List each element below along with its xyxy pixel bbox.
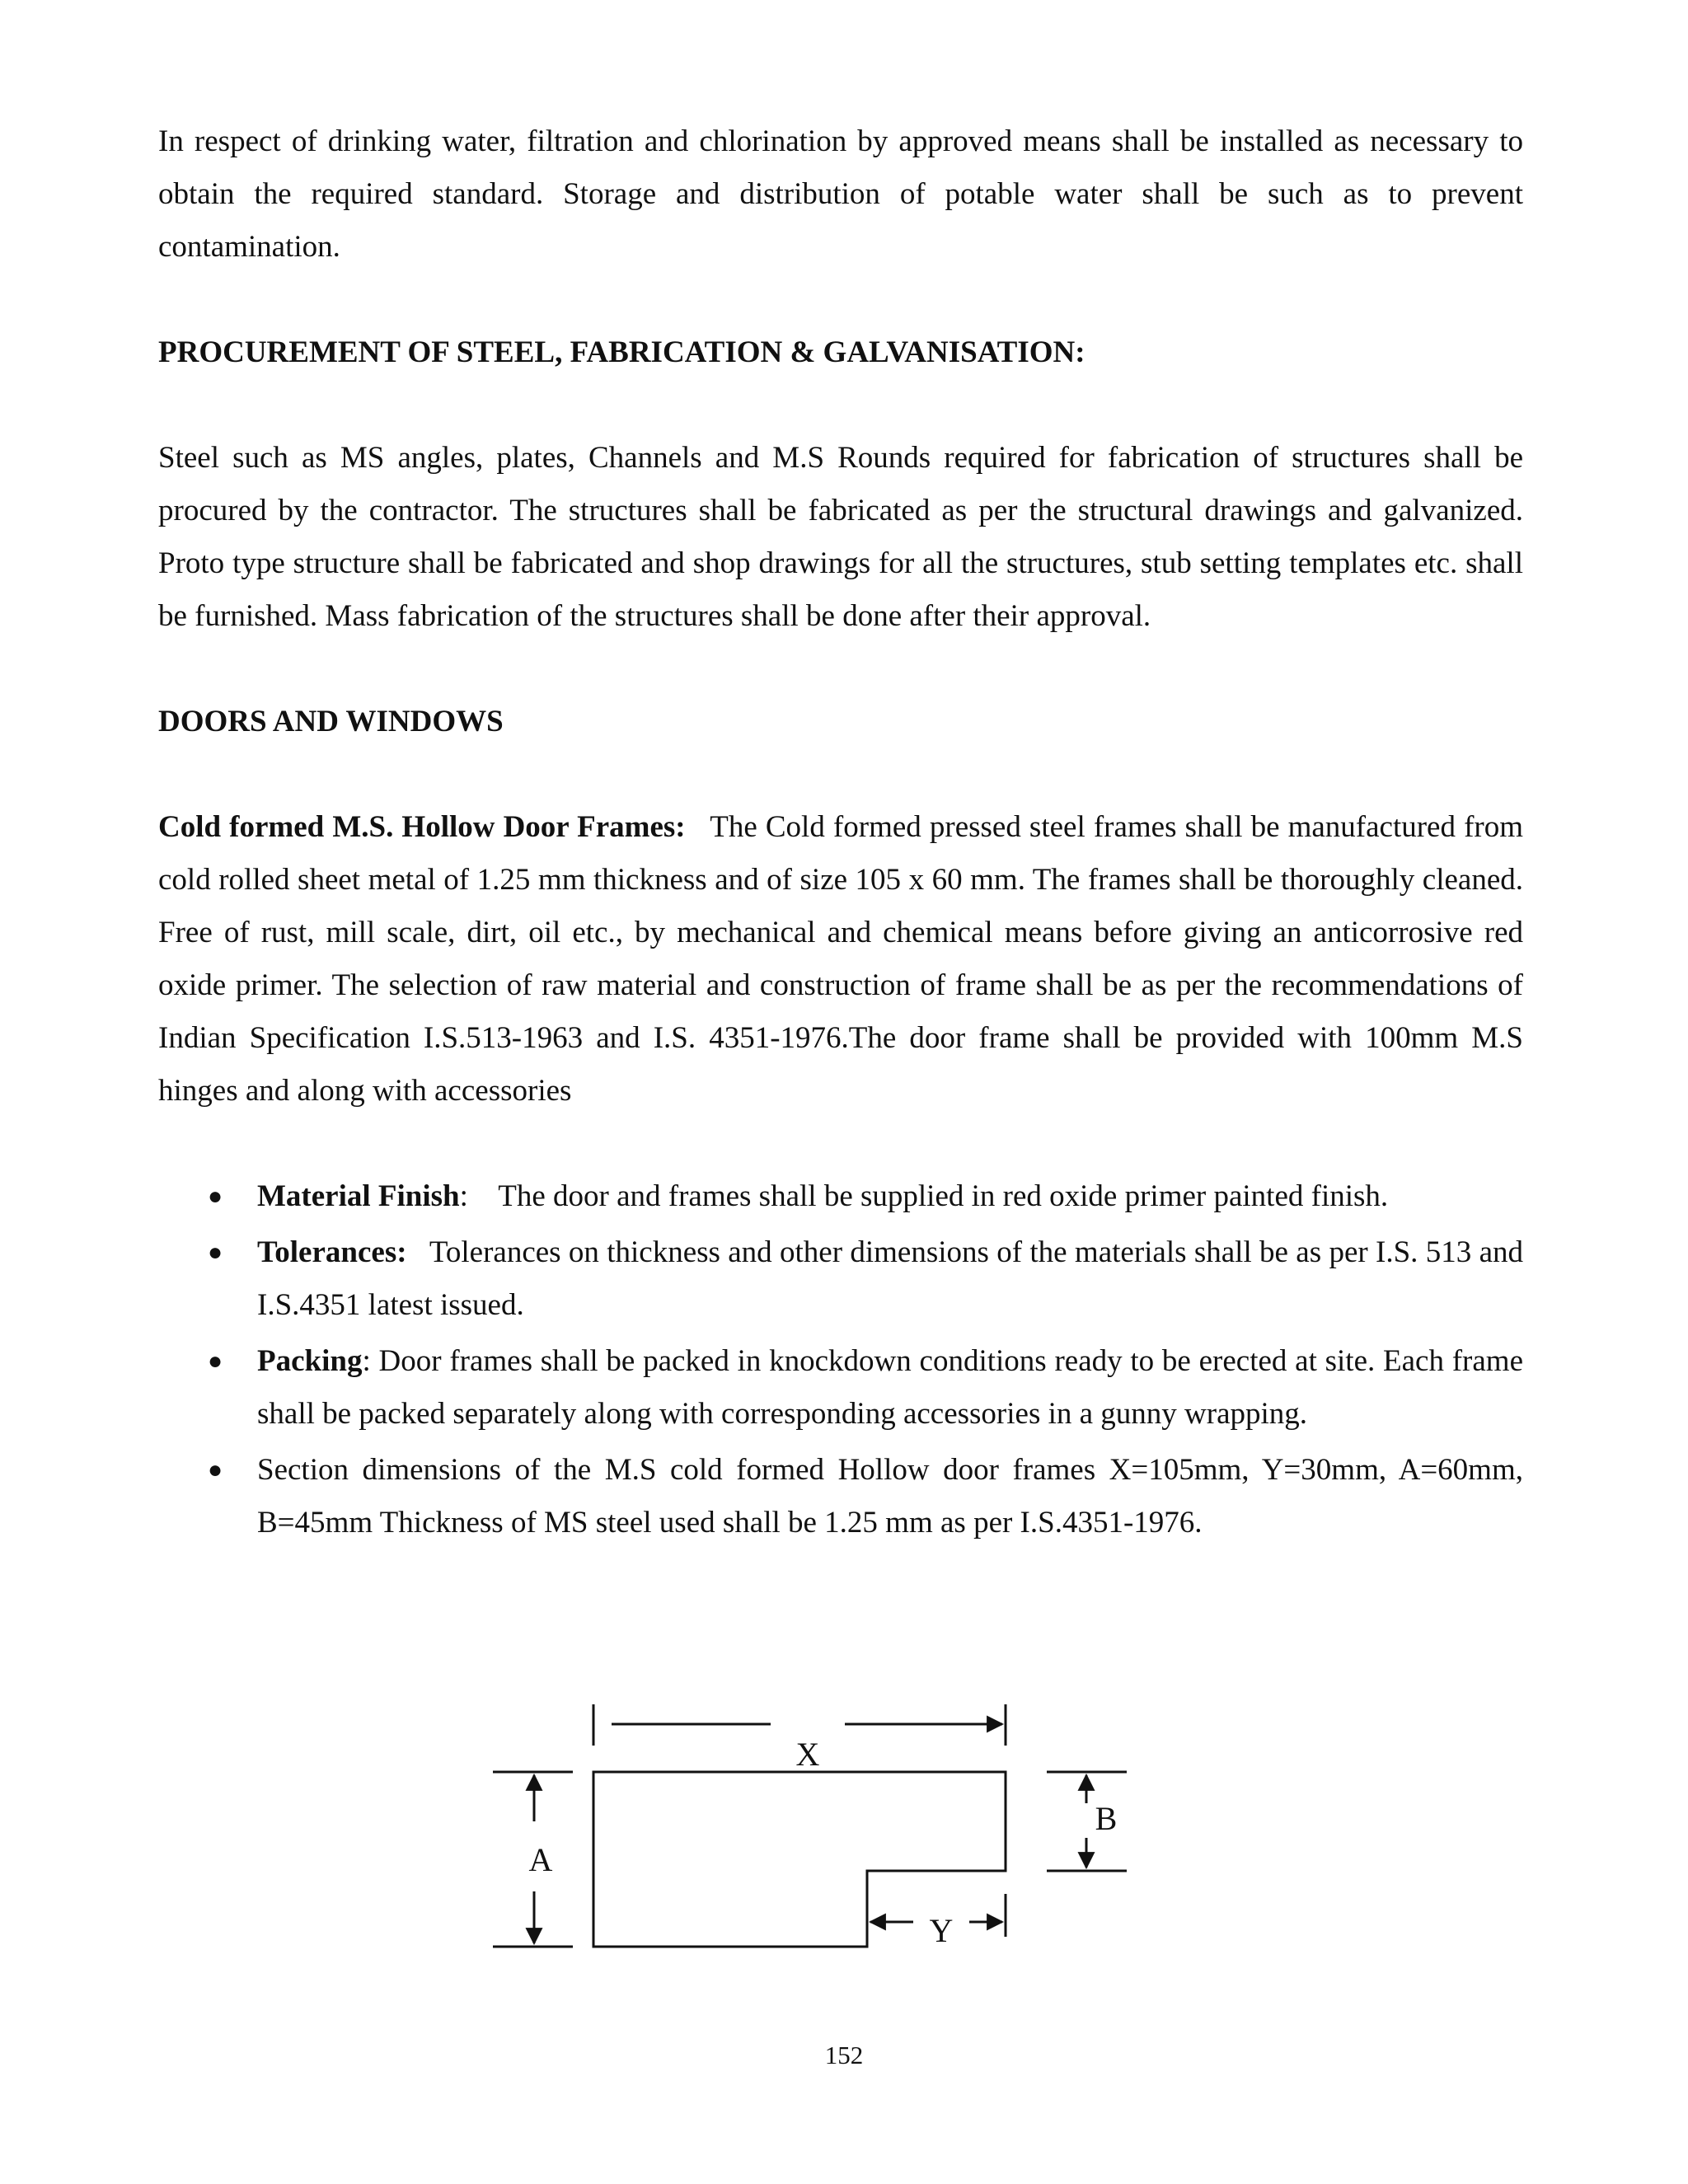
a-label: A bbox=[528, 1841, 553, 1878]
procurement-heading: PROCUREMENT OF STEEL, FABRICATION & GALVANISATION: bbox=[158, 335, 1085, 369]
document-page bbox=[158, 115, 1523, 1553]
y-label: Y bbox=[929, 1912, 954, 1949]
door-frames-paragraph bbox=[158, 801, 1523, 1118]
bullet-lead: Tolerances: bbox=[257, 1235, 407, 1269]
bullet-separator: : bbox=[459, 1179, 468, 1213]
list-item bbox=[158, 1226, 1523, 1332]
bullet-icon: ● bbox=[208, 1456, 223, 1483]
bullet-separator: : bbox=[362, 1344, 371, 1378]
list-item bbox=[158, 1444, 1523, 1549]
door-frames-body: The Cold formed pressed steel frames shall be manufactured from cold rolled sheet metal of 1.25 mm thickness and of size 105 x 60 mm. The frames shall be thoroughly cleaned. Free of rust, mill scale, dirt, oil etc., by mechanical and chemical means before giving an anticorrosive red oxide primer. The selection of raw material and construction of frame shall be as per the recommendations of Indian Specification I.S.513-1963 and I.S. 4351-1976.The door frame shall be provided with 100mm M.S hinges and along with accessories bbox=[158, 810, 1523, 1108]
bullet-lead: Material Finish bbox=[257, 1179, 460, 1213]
doors-windows-heading: DOORS AND WINDOWS bbox=[158, 705, 504, 738]
bullet-text: The door and frames shall be supplied in red oxide primer painted finish. bbox=[498, 1179, 1389, 1213]
bullet-icon: ● bbox=[208, 1183, 223, 1210]
bullet-icon: ● bbox=[208, 1239, 223, 1266]
list-item bbox=[158, 1335, 1523, 1441]
water-paragraph: In respect of drinking water, filtration and chlorination by approved means shall be installed as necessary to obtain the required standard. Storage and distribution of potable water shall be such as to prevent contamination. bbox=[158, 124, 1523, 264]
bullet-text: Tolerances on thickness and other dimensions of the materials shall be as per I.S. 513 and I.S.4351 latest issued. bbox=[257, 1235, 1523, 1322]
x-label: X bbox=[795, 1736, 820, 1773]
b-label: B bbox=[1095, 1800, 1118, 1837]
bullet-icon: ● bbox=[208, 1347, 223, 1375]
procurement-paragraph: Steel such as MS angles, plates, Channels and M.S Rounds required for fabrication of structures shall be procured by the contractor. The structures shall be fabricated as per the structural drawings and galvanized. Proto type structure shall be fabricated and shop drawings for all the structures, stub setting templates etc. shall be furnished. Mass fabrication of the structures shall be done after their approval. bbox=[158, 441, 1523, 633]
bullet-list bbox=[158, 1170, 1523, 1549]
bullet-lead: Packing bbox=[257, 1344, 363, 1378]
bullet-text: Section dimensions of the M.S cold formed Hollow door frames X=105mm, Y=30mm, A=60mm, B=45mm Thickness of MS steel used shall be 1.25 mm as per I.S.4351-1976. bbox=[257, 1453, 1523, 1540]
door-frame-section-diagram bbox=[478, 1698, 1137, 1961]
door-frames-lead: Cold formed M.S. Hollow Door Frames: bbox=[158, 810, 686, 844]
page-number: 152 bbox=[824, 2041, 864, 2069]
list-item bbox=[158, 1170, 1523, 1223]
bullet-text: Door frames shall be packed in knockdown conditions ready to be erected at site. Each frame shall be packed separately along with corresponding accessories in a gunny wrapping. bbox=[257, 1344, 1523, 1431]
